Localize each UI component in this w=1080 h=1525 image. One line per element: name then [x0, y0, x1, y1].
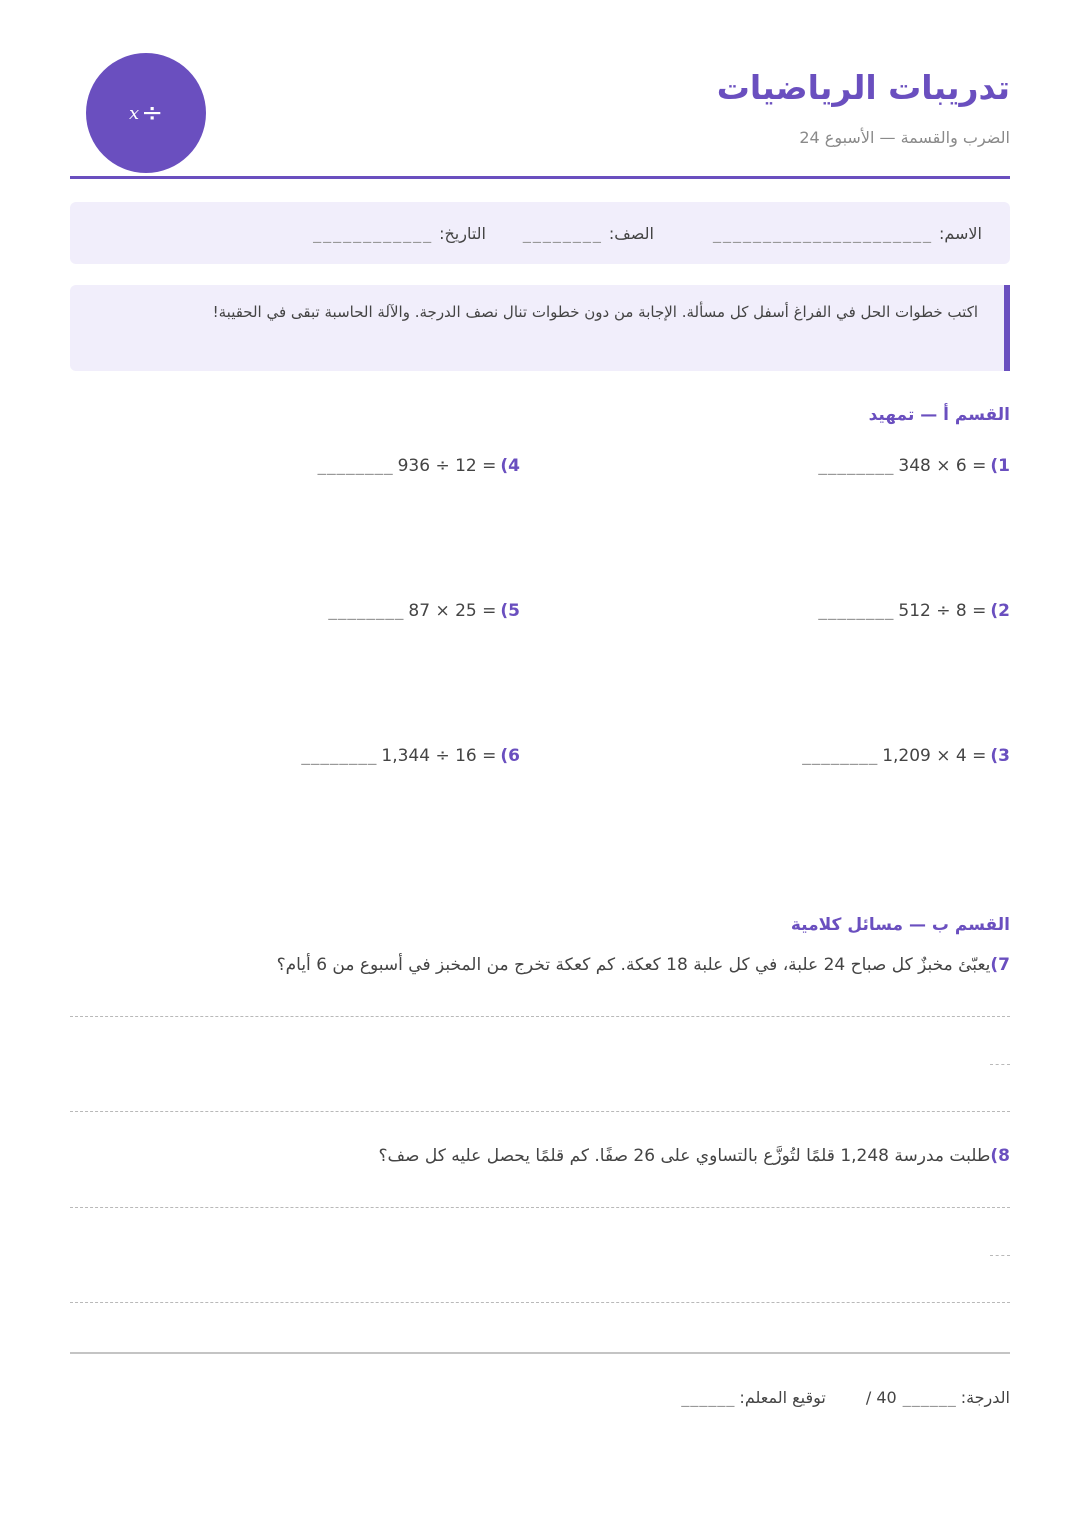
problem-1 [780, 456, 1010, 476]
problem-3 [780, 746, 1010, 766]
problem-expression: 348 × 6 = [898, 456, 987, 476]
problem-expression: 512 ÷ 8 = [898, 601, 987, 621]
problem-number: 3) [990, 746, 1010, 766]
name-blank[interactable]: ______________________ [712, 223, 933, 243]
problem-expression: 1,344 ÷ 16 = [381, 746, 497, 766]
name-field[interactable] [713, 202, 982, 264]
header-divider [70, 176, 1010, 179]
work-line-short [990, 1064, 1010, 1065]
grade-blank[interactable]: ______ [902, 1388, 957, 1407]
problem-number: 1) [990, 456, 1010, 476]
class-label: الصف: [608, 223, 654, 243]
problem-4 [290, 456, 520, 476]
problem-number: 4) [500, 456, 520, 476]
answer-blank[interactable]: ________ [818, 456, 895, 476]
date-field[interactable] [313, 202, 486, 264]
answer-blank[interactable]: ________ [802, 746, 879, 766]
work-line[interactable] [70, 1302, 1010, 1303]
problem-expression: 1,209 × 4 = [882, 746, 987, 766]
answer-blank[interactable]: ________ [317, 456, 394, 476]
work-line[interactable] [70, 1016, 1010, 1017]
footer-divider [70, 1352, 1010, 1354]
problem-text: طلبت مدرسة 1,248 قلمًا لتُوزَّع بالتساوي على 26 صفًا. كم قلمًا يحصل عليه كل صف؟ [378, 1146, 991, 1166]
work-line[interactable] [70, 1207, 1010, 1208]
header [70, 52, 1010, 178]
student-info-box [70, 202, 1010, 264]
math-operators-icon [86, 53, 206, 173]
page-title: تدريبات الرياضيات [716, 68, 1010, 107]
problem-number: 5) [500, 601, 520, 621]
problem-number: 8) [990, 1146, 1010, 1166]
problem-number: 2) [990, 601, 1010, 621]
footer [681, 1388, 1010, 1407]
instruction-text: اكتب خطوات الحل في الفراغ أسفل كل مسألة. الإجابة من دون خطوات تنال نصف الدرجة. والآلة الحاسبة تبقى في الحقيبة! [212, 303, 978, 321]
date-blank[interactable]: ____________ [313, 223, 434, 243]
page-subtitle: الضرب والقسمة — الأسبوع 24 [799, 128, 1010, 147]
section-b-heading: القسم ب — مسائل كلامية [790, 915, 1010, 935]
class-blank[interactable]: ________ [522, 223, 603, 243]
answer-blank[interactable]: ________ [301, 746, 378, 766]
class-field[interactable] [523, 202, 654, 264]
problem-2 [780, 601, 1010, 621]
signature-blank[interactable]: ______ [681, 1388, 736, 1407]
problem-number: 6) [500, 746, 520, 766]
answer-blank[interactable]: ________ [818, 601, 895, 621]
instruction-box [70, 285, 1010, 371]
times-glyph: x [129, 102, 140, 124]
grade-total: / 40 [865, 1388, 897, 1407]
work-line-short [990, 1255, 1010, 1256]
section-a-heading: القسم أ — تمهيد [868, 405, 1010, 425]
problem-5 [290, 601, 520, 621]
problem-text: يعبّئ مخبزٌ كل صباح 24 علبة، في كل علبة 18 كعكة. كم كعكة تخرج من المخبز في أسبوع من 6 أيام؟ [276, 955, 991, 975]
date-label: التاريخ: [439, 223, 486, 243]
work-line[interactable] [70, 1111, 1010, 1112]
problem-expression: 936 ÷ 12 = [397, 456, 497, 476]
word-problem-7 [277, 955, 1010, 975]
problem-6 [290, 746, 520, 766]
problem-expression: 87 × 25 = [408, 601, 497, 621]
signature-label: توقيع المعلم: [739, 1388, 826, 1407]
logo-glyphs [129, 98, 163, 128]
divide-glyph: ÷ [141, 98, 163, 128]
grade-label: الدرجة: [960, 1388, 1010, 1407]
word-problem-8 [378, 1146, 1010, 1166]
problem-number: 7) [990, 955, 1010, 975]
name-label: الاسم: [938, 223, 982, 243]
answer-blank[interactable]: ________ [328, 601, 405, 621]
worksheet-page [70, 0, 1010, 1525]
